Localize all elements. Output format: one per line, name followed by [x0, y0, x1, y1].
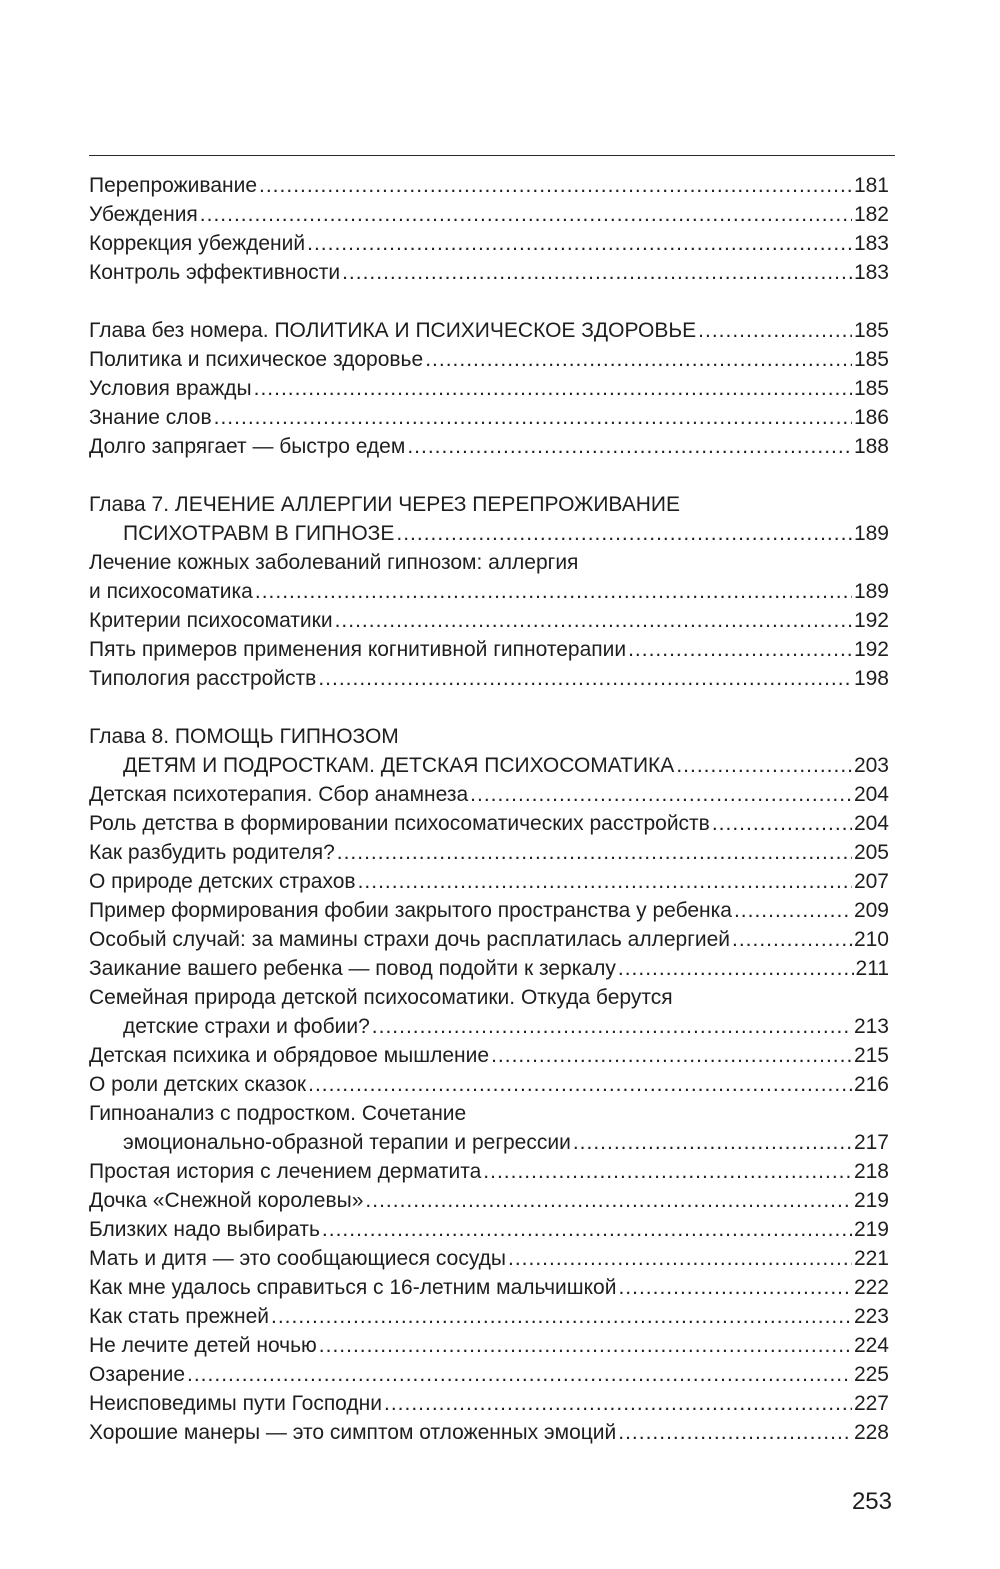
toc-entry[interactable]: [89, 374, 889, 403]
dot-leader: [618, 1418, 852, 1447]
dot-leader: [335, 606, 852, 635]
dot-leader: [254, 374, 852, 403]
dot-leader: [308, 1070, 852, 1099]
dot-leader: [396, 519, 852, 548]
dot-leader: [255, 577, 852, 606]
toc-entry-title-cont: эмоционально-образной терапии и регрессии: [123, 1131, 571, 1154]
toc-entry[interactable]: [89, 1186, 889, 1215]
toc-entry-page: 209: [853, 899, 889, 922]
dot-leader: [508, 1244, 852, 1273]
dot-leader: [372, 1012, 852, 1041]
toc-chapter-heading[interactable]: [89, 722, 889, 751]
toc-chapter-continuation[interactable]: [89, 519, 889, 548]
toc-chapter-entry[interactable]: [89, 316, 889, 345]
toc-entry[interactable]: [89, 1099, 889, 1128]
toc-entry[interactable]: [89, 1215, 889, 1244]
toc-entry-page: 221: [853, 1247, 889, 1270]
toc-entry-title: Как разбудить родителя?: [89, 841, 335, 864]
dot-leader: [214, 403, 852, 432]
toc-entry-title: О роли детских сказок: [89, 1073, 307, 1096]
dot-leader: [271, 1302, 852, 1331]
toc-entry[interactable]: [89, 1041, 889, 1070]
toc-entry-page: 216: [853, 1073, 889, 1096]
toc-entry[interactable]: [89, 200, 889, 229]
toc-entry[interactable]: [89, 229, 889, 258]
toc-entry-page: 204: [853, 783, 889, 806]
dot-leader: [618, 954, 854, 983]
toc-chapter-title-cont: ПСИХОТРАВМ В ГИПНОЗЕ: [123, 522, 395, 545]
toc-entry-title: Семейная природа детской психосоматики. Откуда берутся: [89, 986, 673, 1009]
toc-entry-page: 188: [853, 435, 889, 458]
dot-leader: [698, 316, 852, 345]
dot-leader: [425, 345, 852, 374]
dot-leader: [342, 258, 852, 287]
toc-entry[interactable]: [89, 606, 889, 635]
toc-entry[interactable]: [89, 983, 889, 1012]
toc-entry-page: 185: [853, 348, 889, 371]
toc-entry-title: Близких надо выбирать: [89, 1218, 320, 1241]
toc-entry[interactable]: [89, 345, 889, 374]
toc-entry[interactable]: [89, 896, 889, 925]
toc-entry-page: 213: [853, 1015, 889, 1038]
toc-entry[interactable]: [89, 1331, 889, 1360]
toc-entry-title: Как стать прежней: [89, 1305, 269, 1328]
toc-entry-title: Роль детства в формировании психосоматических расстройств: [89, 812, 710, 835]
toc-entry[interactable]: [89, 1157, 889, 1186]
toc-entry-page: 192: [853, 609, 889, 632]
dot-leader: [734, 896, 852, 925]
toc-entry-page: 219: [853, 1189, 889, 1212]
dot-leader: [491, 1041, 852, 1070]
toc-entry-title: Озарение: [89, 1363, 186, 1386]
toc-entry-page: 210: [853, 928, 889, 951]
toc-entry[interactable]: [89, 432, 889, 461]
toc-entry[interactable]: [89, 171, 889, 200]
toc-entry[interactable]: [89, 867, 889, 896]
toc-entry-title: Мать и дитя — это сообщающиеся сосуды: [89, 1247, 506, 1270]
toc-entry-title: Знание слов: [89, 406, 212, 429]
toc-entry-title: Перепроживание: [89, 174, 258, 197]
toc-entry-page: 217: [853, 1131, 889, 1154]
toc-chapter-heading[interactable]: [89, 490, 889, 519]
dot-leader: [337, 838, 852, 867]
toc-entry-page: 211: [855, 957, 889, 980]
toc-chapter-title: Глава 8. ПОМОЩЬ ГИПНОЗОМ: [89, 725, 399, 748]
toc-entry-page: 182: [853, 203, 889, 226]
toc-entry-title: Особый случай: за мамины страхи дочь расплатилась аллергией: [89, 928, 730, 951]
toc-entry-page: 183: [853, 232, 889, 255]
toc-entry-page: 189: [853, 580, 889, 603]
toc-entry-page: 228: [853, 1421, 889, 1444]
toc-entry-page: 222: [853, 1276, 889, 1299]
dot-leader: [358, 867, 852, 896]
toc-entry[interactable]: [89, 548, 889, 577]
dot-leader: [319, 1331, 852, 1360]
toc-entry-page: 225: [853, 1363, 889, 1386]
toc-entry-title: Контроль эффективности: [89, 261, 341, 284]
toc-entry[interactable]: [89, 925, 889, 954]
toc-entry[interactable]: [89, 1070, 889, 1099]
dot-leader: [322, 1215, 852, 1244]
toc-entry-page: 185: [853, 377, 889, 400]
toc-entry[interactable]: [89, 664, 889, 693]
toc-entry-page: 227: [853, 1392, 889, 1415]
toc-entry-page: 224: [853, 1334, 889, 1357]
toc-chapter-title: Глава 7. ЛЕЧЕНИЕ АЛЛЕРГИИ ЧЕРЕЗ ПЕРЕПРОЖИВАНИЕ: [89, 493, 681, 516]
dot-leader: [259, 171, 852, 200]
toc-entry[interactable]: [89, 635, 889, 664]
dot-leader: [573, 1128, 852, 1157]
toc-entry-title: Долго запрягает — быстро едем: [89, 435, 406, 458]
toc-entry[interactable]: [89, 403, 889, 432]
toc-entry-title: Как мне удалось справиться с 16-летним мальчишкой: [89, 1276, 617, 1299]
toc-entry-continuation[interactable]: [89, 577, 889, 606]
toc-entry-title: Неисповедимы пути Господни: [89, 1392, 382, 1415]
toc-entry[interactable]: [89, 1360, 889, 1389]
toc-entry-title-cont: детские страхи и фобии?: [123, 1015, 370, 1038]
toc-entry-page: 189: [853, 522, 889, 545]
toc-entry[interactable]: [89, 1244, 889, 1273]
page-number: 253: [851, 1488, 892, 1515]
toc-entry-page: 205: [853, 841, 889, 864]
toc-entry-title: Дочка «Снежной королевы»: [89, 1189, 364, 1212]
toc-entry-page: 204: [853, 812, 889, 835]
toc-entry-page: 219: [853, 1218, 889, 1241]
toc-entry[interactable]: [89, 1389, 889, 1418]
toc-entry-continuation[interactable]: [89, 1128, 889, 1157]
table-of-contents: [89, 171, 889, 1447]
dot-leader: [618, 1273, 852, 1302]
toc-entry-title-cont: и психосоматика: [89, 580, 253, 603]
toc-entry[interactable]: [89, 954, 889, 983]
dot-leader: [470, 780, 852, 809]
toc-entry-page: 203: [853, 754, 889, 777]
toc-entry-title: Простая история с лечением дерматита: [89, 1160, 482, 1183]
toc-entry-title: Политика и психическое здоровье: [89, 348, 424, 371]
dot-leader: [732, 925, 852, 954]
header-rule: [89, 155, 895, 156]
toc-entry-title: Гипноанализ с подростком. Сочетание: [89, 1102, 467, 1125]
toc-entry-title: Лечение кожных заболеваний гипнозом: аллергия: [89, 551, 579, 574]
toc-entry-continuation[interactable]: [89, 1012, 889, 1041]
toc-entry-title: Критерии психосоматики: [89, 609, 333, 632]
toc-entry[interactable]: [89, 809, 889, 838]
dot-leader: [384, 1389, 852, 1418]
toc-entry-title: Условия вражды: [89, 377, 252, 400]
toc-entry[interactable]: [89, 1302, 889, 1331]
toc-entry-title: Хорошие манеры — это симптом отложенных эмоций: [89, 1421, 617, 1444]
toc-entry-title: Типология расстройств: [89, 667, 317, 690]
dot-leader: [676, 751, 852, 780]
toc-entry-page: 192: [853, 638, 889, 661]
dot-leader: [628, 635, 852, 664]
dot-leader: [407, 432, 852, 461]
toc-entry-title: Пять примеров применения когнитивной гипнотерапии: [89, 638, 627, 661]
toc-entry[interactable]: [89, 258, 889, 287]
dot-leader: [712, 809, 852, 838]
toc-entry-page: 198: [853, 667, 889, 690]
dot-leader: [200, 200, 852, 229]
dot-leader: [365, 1186, 852, 1215]
toc-entry[interactable]: [89, 838, 889, 867]
toc-entry-page: 223: [853, 1305, 889, 1328]
toc-entry[interactable]: [89, 780, 889, 809]
toc-entry-title: О природе детских страхов: [89, 870, 356, 893]
dot-leader: [483, 1157, 852, 1186]
toc-entry-page: 215: [853, 1044, 889, 1067]
dot-leader: [187, 1360, 852, 1389]
toc-entry-page: 183: [853, 261, 889, 284]
dot-leader: [307, 229, 852, 258]
toc-entry-page: 207: [853, 870, 889, 893]
toc-entry-title: Убеждения: [89, 203, 198, 226]
toc-entry-page: 186: [853, 406, 889, 429]
toc-entry-title: Коррекция убеждений: [89, 232, 306, 255]
toc-entry-page: 218: [853, 1160, 889, 1183]
toc-chapter-title: Глава без номера. ПОЛИТИКА И ПСИХИЧЕСКОЕ ЗДОРОВЬЕ: [89, 319, 697, 342]
dot-leader: [318, 664, 852, 693]
toc-entry[interactable]: [89, 1273, 889, 1302]
toc-entry-title: Пример формирования фобии закрытого пространства у ребенка: [89, 899, 732, 922]
toc-entry-page: 185: [853, 319, 889, 342]
toc-chapter-continuation[interactable]: [89, 751, 889, 780]
toc-entry-title: Детская психотерапия. Сбор анамнеза: [89, 783, 469, 806]
toc-entry-page: 181: [853, 174, 889, 197]
toc-entry-title: Детская психика и обрядовое мышление: [89, 1044, 490, 1067]
toc-entry[interactable]: [89, 1418, 889, 1447]
toc-entry-title: Не лечите детей ночью: [89, 1334, 317, 1357]
toc-chapter-title-cont: ДЕТЯМ И ПОДРОСТКАМ. ДЕТСКАЯ ПСИХОСОМАТИКА: [123, 754, 675, 777]
toc-entry-title: Заикание вашего ребенка — повод подойти к зеркалу: [89, 957, 616, 980]
